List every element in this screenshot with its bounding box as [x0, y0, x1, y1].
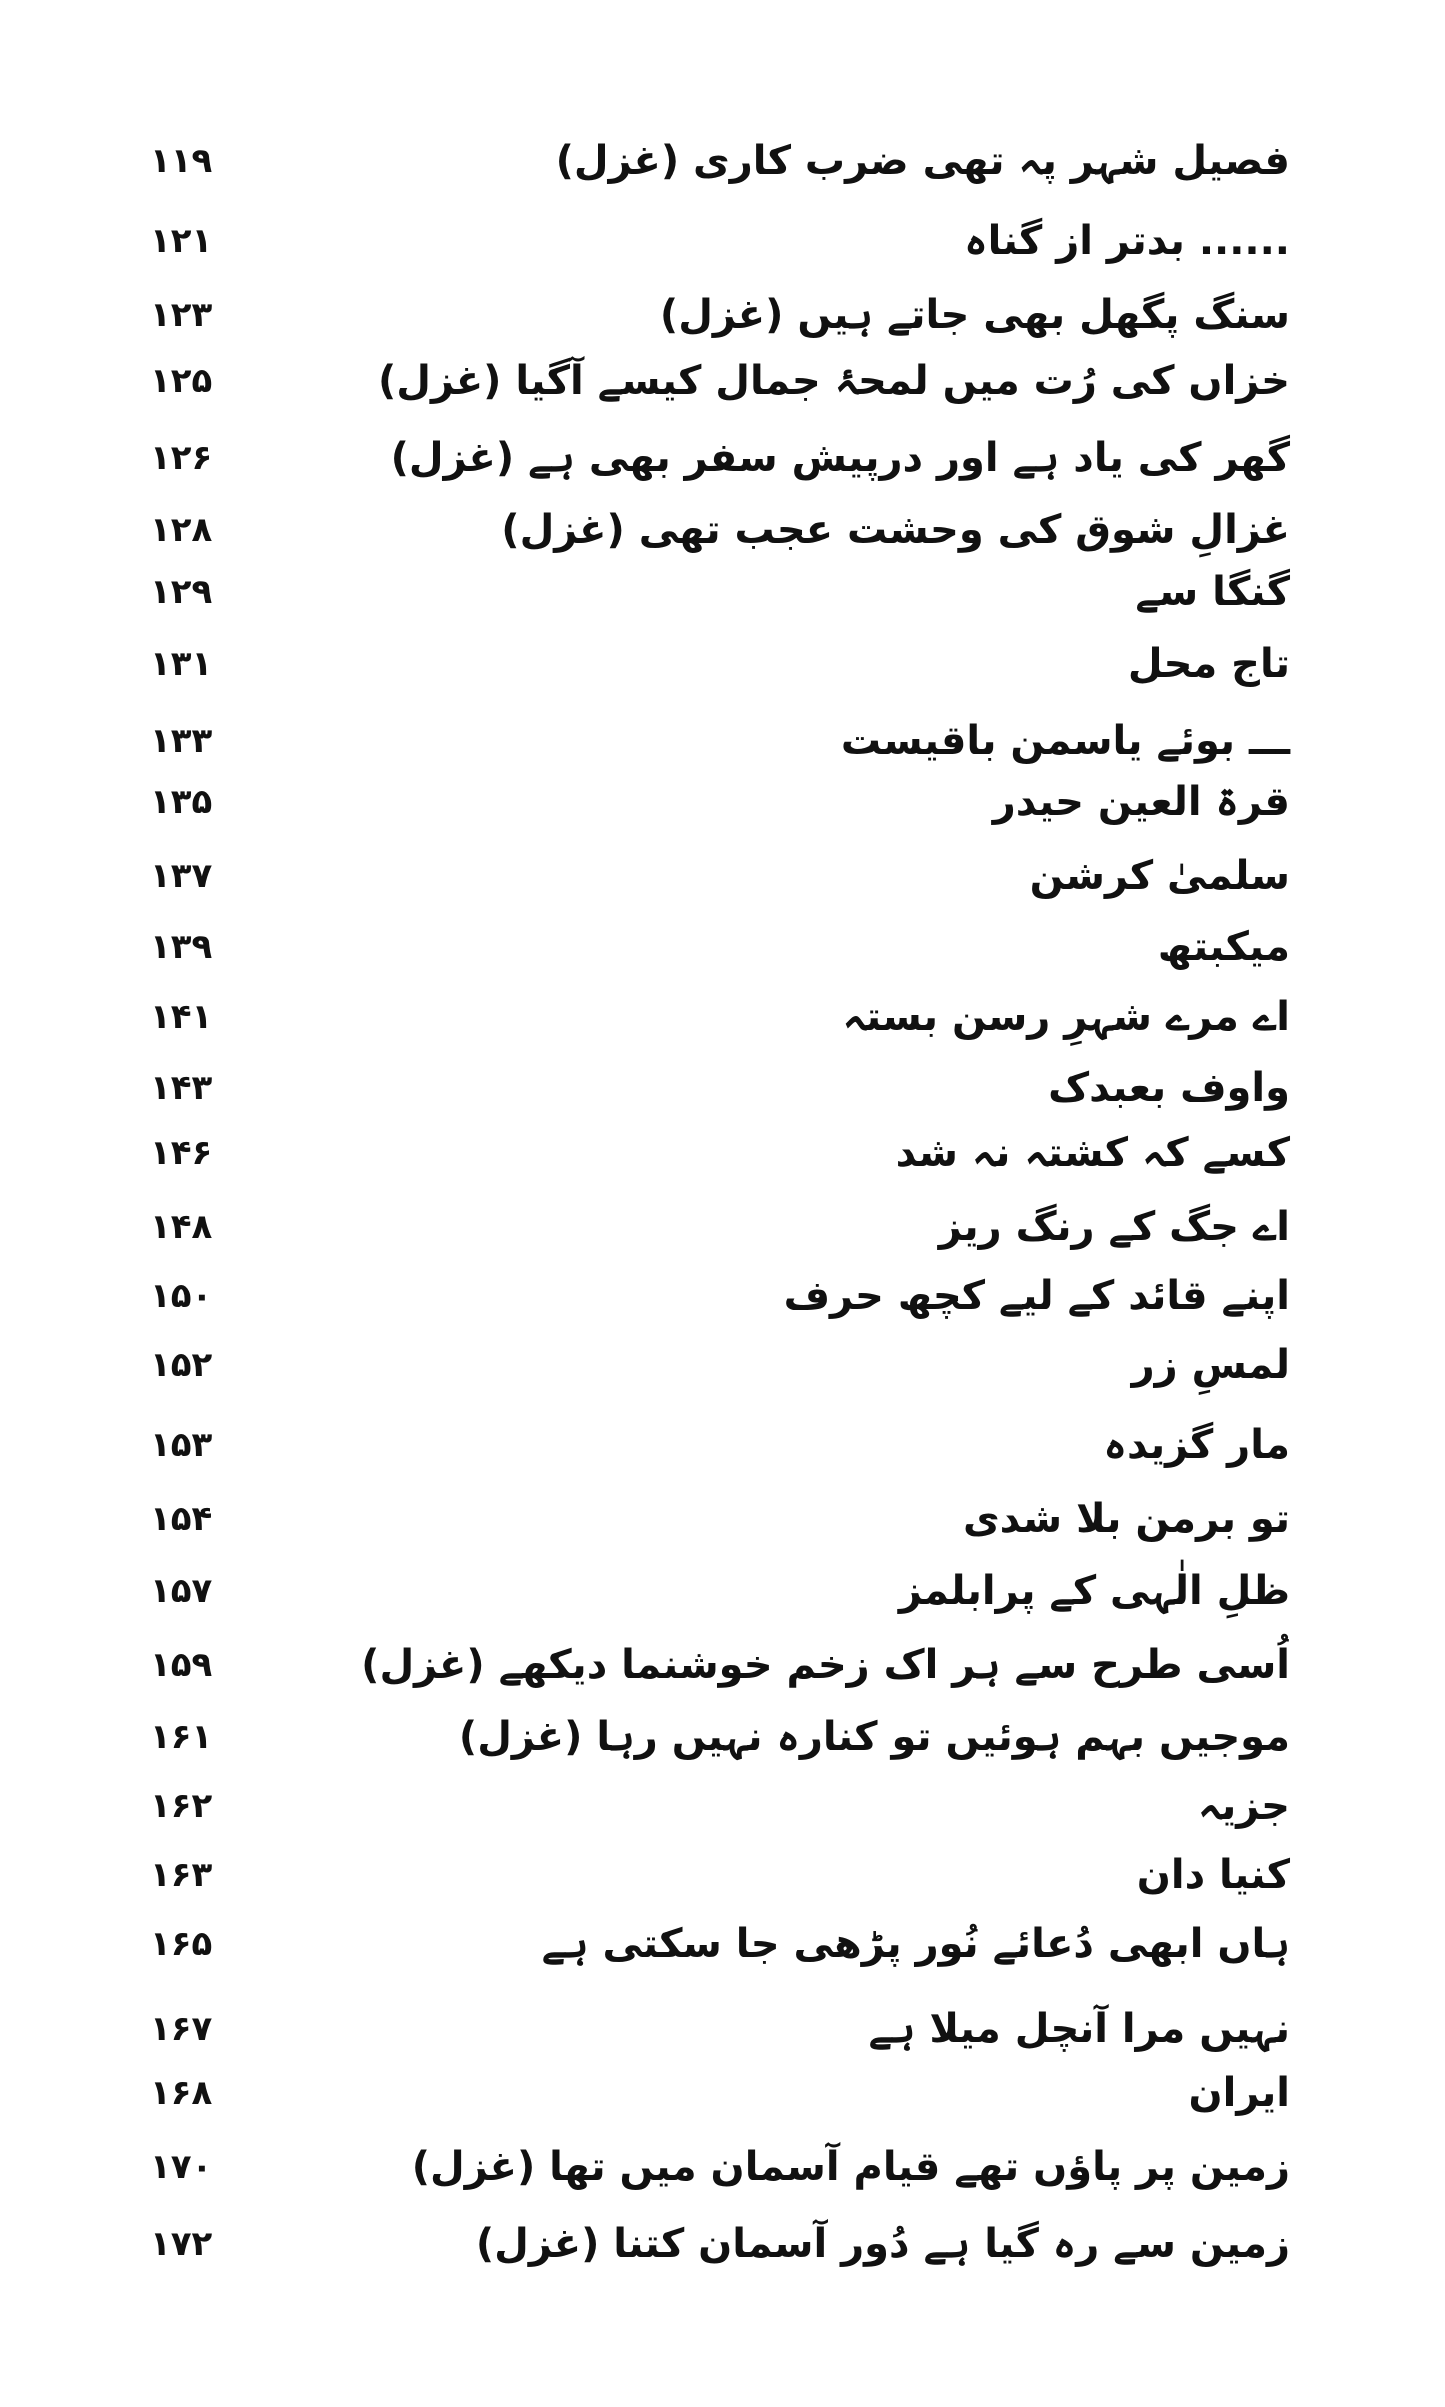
toc-entry: [0, 917, 1445, 977]
toc-entry-title: واوف بعبدک: [1048, 1065, 1290, 1112]
toc-entry-title: تاج محل: [1127, 640, 1290, 687]
toc-entry-title: کسے کہ کشتہ نہ شد: [895, 1129, 1290, 1176]
toc-entry-page-number: ۱۷۰: [150, 2147, 213, 2188]
toc-entry: [0, 1999, 1445, 2059]
toc-entry-page-number: ۱۵۳: [150, 1424, 213, 1465]
toc-entry-page-number: ۱۶۲: [150, 1785, 213, 1826]
toc-entry: [0, 1058, 1445, 1118]
toc-entry-title: ...... بدتر از گناہ: [964, 218, 1290, 265]
toc-entry: [0, 1266, 1445, 1326]
toc-entry-page-number: ۱۲۸: [150, 510, 213, 551]
toc-entry-page-number: ۱۳۷: [150, 856, 213, 897]
toc-entry-page-number: ۱۶۱: [150, 1716, 213, 1757]
toc-entry: [0, 211, 1445, 271]
toc-entry-page-number: ۱۶۳: [150, 1855, 213, 1896]
toc-entry-title: اے جگ کے رنگ ریز: [938, 1203, 1290, 1250]
toc-entry-title: ـــ بوئے یاسمن باقیست: [840, 717, 1290, 764]
toc-entry-page-number: ۱۳۹: [150, 926, 213, 967]
toc-entry: [0, 1415, 1445, 1475]
toc-entry: [0, 1776, 1445, 1836]
toc-entry: [0, 131, 1445, 191]
toc-entry: [0, 2063, 1445, 2123]
toc-entry: [0, 562, 1445, 622]
toc-entry-title: تو برمن بلا شدی: [962, 1495, 1290, 1542]
toc-entry-title: کنیا دان: [1136, 1852, 1290, 1899]
toc-entry-title: اُسی طرح سے ہر اک زخم خوشنما دیکھے (غزل): [361, 1641, 1290, 1688]
toc-entry-title: نہیں مرا آنچل میلا ہے: [868, 2005, 1290, 2052]
toc-entry-page-number: ۱۵۲: [150, 1344, 213, 1385]
toc-entry-page-number: ۱۵۹: [150, 1644, 213, 1685]
toc-entry-title: قرۃ العین حیدر: [992, 779, 1290, 826]
toc-entry: [0, 846, 1445, 906]
toc-entry: [0, 285, 1445, 345]
toc-entry-page-number: ۱۵۴: [150, 1498, 213, 1539]
toc-entry-page-number: ۱۶۸: [150, 2073, 213, 2114]
toc-entry: [0, 1635, 1445, 1695]
toc-entry-page-number: ۱۲۹: [150, 571, 213, 612]
toc-entry-page-number: ۱۴۳: [150, 1068, 213, 1109]
toc-entry-title: فصیل شہر پہ تھی ضرب کاری (غزل): [555, 138, 1290, 185]
toc-entry-page-number: ۱۴۱: [150, 997, 213, 1038]
toc-entry: [0, 1561, 1445, 1621]
toc-entry-title: گنگا سے: [1135, 568, 1290, 615]
toc-entry: [0, 1707, 1445, 1767]
toc-entry-page-number: ۱۴۸: [150, 1206, 213, 1247]
toc-entry-title: ایران: [1188, 2070, 1290, 2117]
toc-entry-page-number: ۱۳۵: [150, 782, 213, 823]
toc-entry-page-number: ۱۳۳: [150, 720, 213, 761]
toc-entry: [0, 987, 1445, 1047]
toc-entry-page-number: ۱۲۵: [150, 361, 213, 402]
toc-entry-title: خزاں کی رُت میں لمحۂ جمال کیسے آگیا (غزل): [377, 358, 1290, 405]
toc-entry-page-number: ۱۷۲: [150, 2224, 213, 2265]
toc-entry-page-number: ۱۶۷: [150, 2008, 213, 2049]
toc-entry-title: گھر کی یاد ہے اور درپیش سفر بھی ہے (غزل): [390, 435, 1290, 482]
toc-entry-title: موجیں بہم ہوئیں تو کنارہ نہیں رہا (غزل): [458, 1713, 1290, 1760]
toc-entry-page-number: ۱۲۳: [150, 295, 213, 336]
toc-entry-title: زمین سے رہ گیا ہے دُور آسمان کتنا (غزل): [475, 2221, 1290, 2268]
toc-entry: [0, 772, 1445, 832]
toc-entry: [0, 428, 1445, 488]
toc-entry-title: زمین پر پاؤں تھے قیام آسمان میں تھا (غزل): [411, 2144, 1290, 2191]
toc-entry-title: مار گزیدہ: [1103, 1421, 1290, 1468]
toc-entry: [0, 1197, 1445, 1257]
toc-entry: [0, 711, 1445, 771]
toc-entry-title: جزیہ: [1197, 1782, 1290, 1829]
toc-entry-title: سلمیٰ کرشن: [1029, 853, 1290, 900]
toc-entry-page-number: ۱۵۷: [150, 1570, 213, 1611]
toc-entry: [0, 1335, 1445, 1395]
toc-entry: [0, 500, 1445, 560]
toc-entry: [0, 1489, 1445, 1549]
toc-entry-title: اے مرے شہرِ رسن بستہ: [842, 994, 1290, 1041]
toc-entry-title: ظلِ الٰہی کے پرابلمز: [898, 1567, 1290, 1614]
toc-entry: [0, 2137, 1445, 2197]
toc-entry-page-number: ۱۵۰: [150, 1275, 213, 1316]
toc-entry: [0, 1845, 1445, 1905]
toc-entry-title: لمسِ زر: [1131, 1341, 1290, 1388]
toc-entry-page-number: ۱۳۱: [150, 643, 213, 684]
toc-entry-title: اپنے قائد کے لیے کچھ حرف: [783, 1272, 1290, 1319]
toc-entry-page-number: ۱۱۹: [150, 141, 213, 182]
toc-entry-title: سنگ پگھل بھی جاتے ہیں (غزل): [659, 292, 1290, 339]
toc-entry-page-number: ۱۴۶: [150, 1132, 213, 1173]
toc-entry: [0, 1914, 1445, 1974]
toc-entry: [0, 1123, 1445, 1183]
toc-entry-title: غزالِ شوق کی وحشت عجب تھی (غزل): [501, 507, 1290, 554]
toc-entry-page-number: ۱۲۶: [150, 438, 213, 479]
toc-entry: [0, 634, 1445, 694]
toc-entry-page-number: ۱۶۵: [150, 1924, 213, 1965]
toc-entry: [0, 2214, 1445, 2274]
toc-entry-page-number: ۱۲۱: [150, 221, 213, 262]
toc-entry: [0, 351, 1445, 411]
toc-entry-title: ہاں ابھی دُعائے نُور پڑھی جا سکتی ہے: [541, 1921, 1290, 1968]
toc-entry-title: میکبتھ: [1157, 923, 1290, 970]
